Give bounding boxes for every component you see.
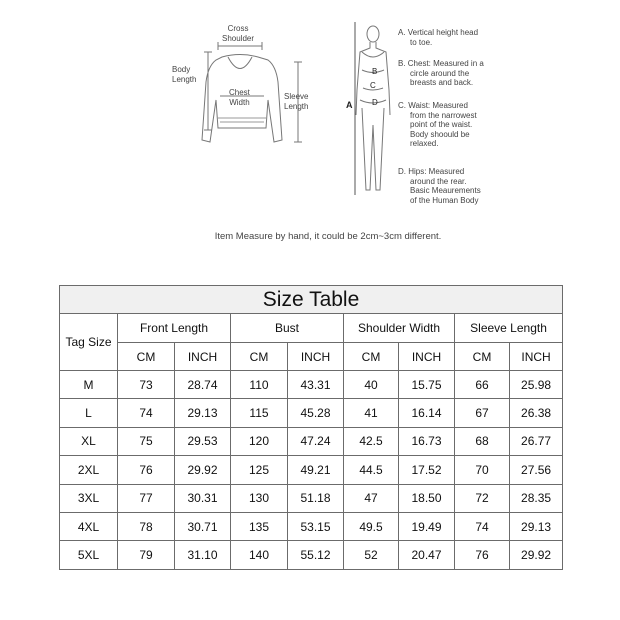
size-table bbox=[59, 285, 563, 570]
table-cell: 75 bbox=[118, 427, 175, 455]
table-cell: 17.52 bbox=[399, 456, 455, 484]
unit-inch: INCH bbox=[175, 343, 231, 371]
table-cell: 19.49 bbox=[399, 512, 455, 540]
unit-cm: CM bbox=[344, 343, 399, 371]
table-row bbox=[60, 427, 563, 455]
tag-size-cell: M bbox=[60, 371, 118, 399]
table-cell: 67 bbox=[455, 399, 510, 427]
tag-size-header: Tag Size bbox=[60, 314, 118, 371]
table-cell: 26.77 bbox=[510, 427, 563, 455]
table-cell: 29.92 bbox=[510, 541, 563, 569]
table-cell: 30.71 bbox=[175, 512, 231, 540]
unit-inch: INCH bbox=[288, 343, 344, 371]
size-table-title: Size Table bbox=[60, 286, 563, 314]
size-table-body bbox=[60, 371, 563, 570]
table-cell: 40 bbox=[344, 371, 399, 399]
table-cell: 25.98 bbox=[510, 371, 563, 399]
tag-size-cell: 2XL bbox=[60, 456, 118, 484]
table-row bbox=[60, 371, 563, 399]
unit-inch: INCH bbox=[399, 343, 455, 371]
tag-size-cell: 4XL bbox=[60, 512, 118, 540]
table-cell: 29.13 bbox=[510, 512, 563, 540]
legend-d: D. Hips: Measured around the rear. Basic Meaurements of the Human Body bbox=[398, 167, 481, 205]
table-cell: 55.12 bbox=[288, 541, 344, 569]
table-cell: 15.75 bbox=[399, 371, 455, 399]
table-cell: 77 bbox=[118, 484, 175, 512]
table-cell: 74 bbox=[118, 399, 175, 427]
table-row bbox=[60, 484, 563, 512]
tag-size-cell: 5XL bbox=[60, 541, 118, 569]
table-cell: 74 bbox=[455, 512, 510, 540]
table-row bbox=[60, 399, 563, 427]
tag-size-cell: XL bbox=[60, 427, 118, 455]
legend-b: B. Chest: Measured in a circle around the breasts and back. bbox=[398, 59, 484, 88]
table-cell: 53.15 bbox=[288, 512, 344, 540]
table-cell: 47.24 bbox=[288, 427, 344, 455]
table-cell: 28.74 bbox=[175, 371, 231, 399]
marker-d: D bbox=[372, 98, 378, 107]
table-cell: 120 bbox=[231, 427, 288, 455]
body-length-label: Body Length bbox=[172, 65, 197, 84]
table-cell: 130 bbox=[231, 484, 288, 512]
table-cell: 29.53 bbox=[175, 427, 231, 455]
table-cell: 66 bbox=[455, 371, 510, 399]
table-cell: 76 bbox=[455, 541, 510, 569]
table-cell: 49.21 bbox=[288, 456, 344, 484]
measurement-diagram bbox=[0, 0, 620, 260]
table-cell: 135 bbox=[231, 512, 288, 540]
table-cell: 28.35 bbox=[510, 484, 563, 512]
unit-cm: CM bbox=[231, 343, 288, 371]
bust-header: Bust bbox=[231, 314, 344, 343]
tag-size-cell: 3XL bbox=[60, 484, 118, 512]
legend-c: C. Waist: Measured from the narrowest point of the waist. Body shoould be relaxed. bbox=[398, 101, 477, 149]
table-cell: 18.50 bbox=[399, 484, 455, 512]
table-cell: 16.14 bbox=[399, 399, 455, 427]
table-cell: 16.73 bbox=[399, 427, 455, 455]
unit-cm: CM bbox=[118, 343, 175, 371]
table-cell: 110 bbox=[231, 371, 288, 399]
table-cell: 52 bbox=[344, 541, 399, 569]
table-cell: 29.92 bbox=[175, 456, 231, 484]
table-cell: 47 bbox=[344, 484, 399, 512]
marker-c: C bbox=[370, 81, 376, 90]
table-cell: 44.5 bbox=[344, 456, 399, 484]
table-cell: 41 bbox=[344, 399, 399, 427]
table-row bbox=[60, 456, 563, 484]
table-cell: 76 bbox=[118, 456, 175, 484]
table-cell: 43.31 bbox=[288, 371, 344, 399]
measure-note: Item Measure by hand, it could be 2cm~3cm different. bbox=[214, 231, 442, 242]
table-cell: 51.18 bbox=[288, 484, 344, 512]
marker-b: B bbox=[372, 67, 378, 76]
table-cell: 26.38 bbox=[510, 399, 563, 427]
table-cell: 140 bbox=[231, 541, 288, 569]
marker-a: A bbox=[346, 100, 353, 110]
table-cell: 70 bbox=[455, 456, 510, 484]
table-row bbox=[60, 541, 563, 569]
unit-cm: CM bbox=[455, 343, 510, 371]
table-cell: 29.13 bbox=[175, 399, 231, 427]
legend-a: A. Vertical height head to toe. bbox=[398, 28, 479, 47]
table-cell: 20.47 bbox=[399, 541, 455, 569]
sleeve-length-label: Sleeve Length bbox=[284, 92, 309, 111]
shoulder-width-header: Shoulder Width bbox=[344, 314, 455, 343]
front-length-header: Front Length bbox=[118, 314, 231, 343]
table-cell: 72 bbox=[455, 484, 510, 512]
table-cell: 115 bbox=[231, 399, 288, 427]
table-cell: 42.5 bbox=[344, 427, 399, 455]
table-cell: 45.28 bbox=[288, 399, 344, 427]
table-cell: 49.5 bbox=[344, 512, 399, 540]
table-cell: 30.31 bbox=[175, 484, 231, 512]
table-cell: 31.10 bbox=[175, 541, 231, 569]
cross-shoulder-label: Cross Shoulder bbox=[222, 24, 255, 43]
table-cell: 125 bbox=[231, 456, 288, 484]
tag-size-cell: L bbox=[60, 399, 118, 427]
unit-inch: INCH bbox=[510, 343, 563, 371]
table-cell: 27.56 bbox=[510, 456, 563, 484]
sleeve-length-header: Sleeve Length bbox=[455, 314, 563, 343]
table-cell: 78 bbox=[118, 512, 175, 540]
chest-width-label: Chest Width bbox=[229, 88, 250, 107]
table-cell: 79 bbox=[118, 541, 175, 569]
table-row bbox=[60, 512, 563, 540]
table-cell: 73 bbox=[118, 371, 175, 399]
table-cell: 68 bbox=[455, 427, 510, 455]
garment-and-body-illustration bbox=[0, 0, 620, 260]
